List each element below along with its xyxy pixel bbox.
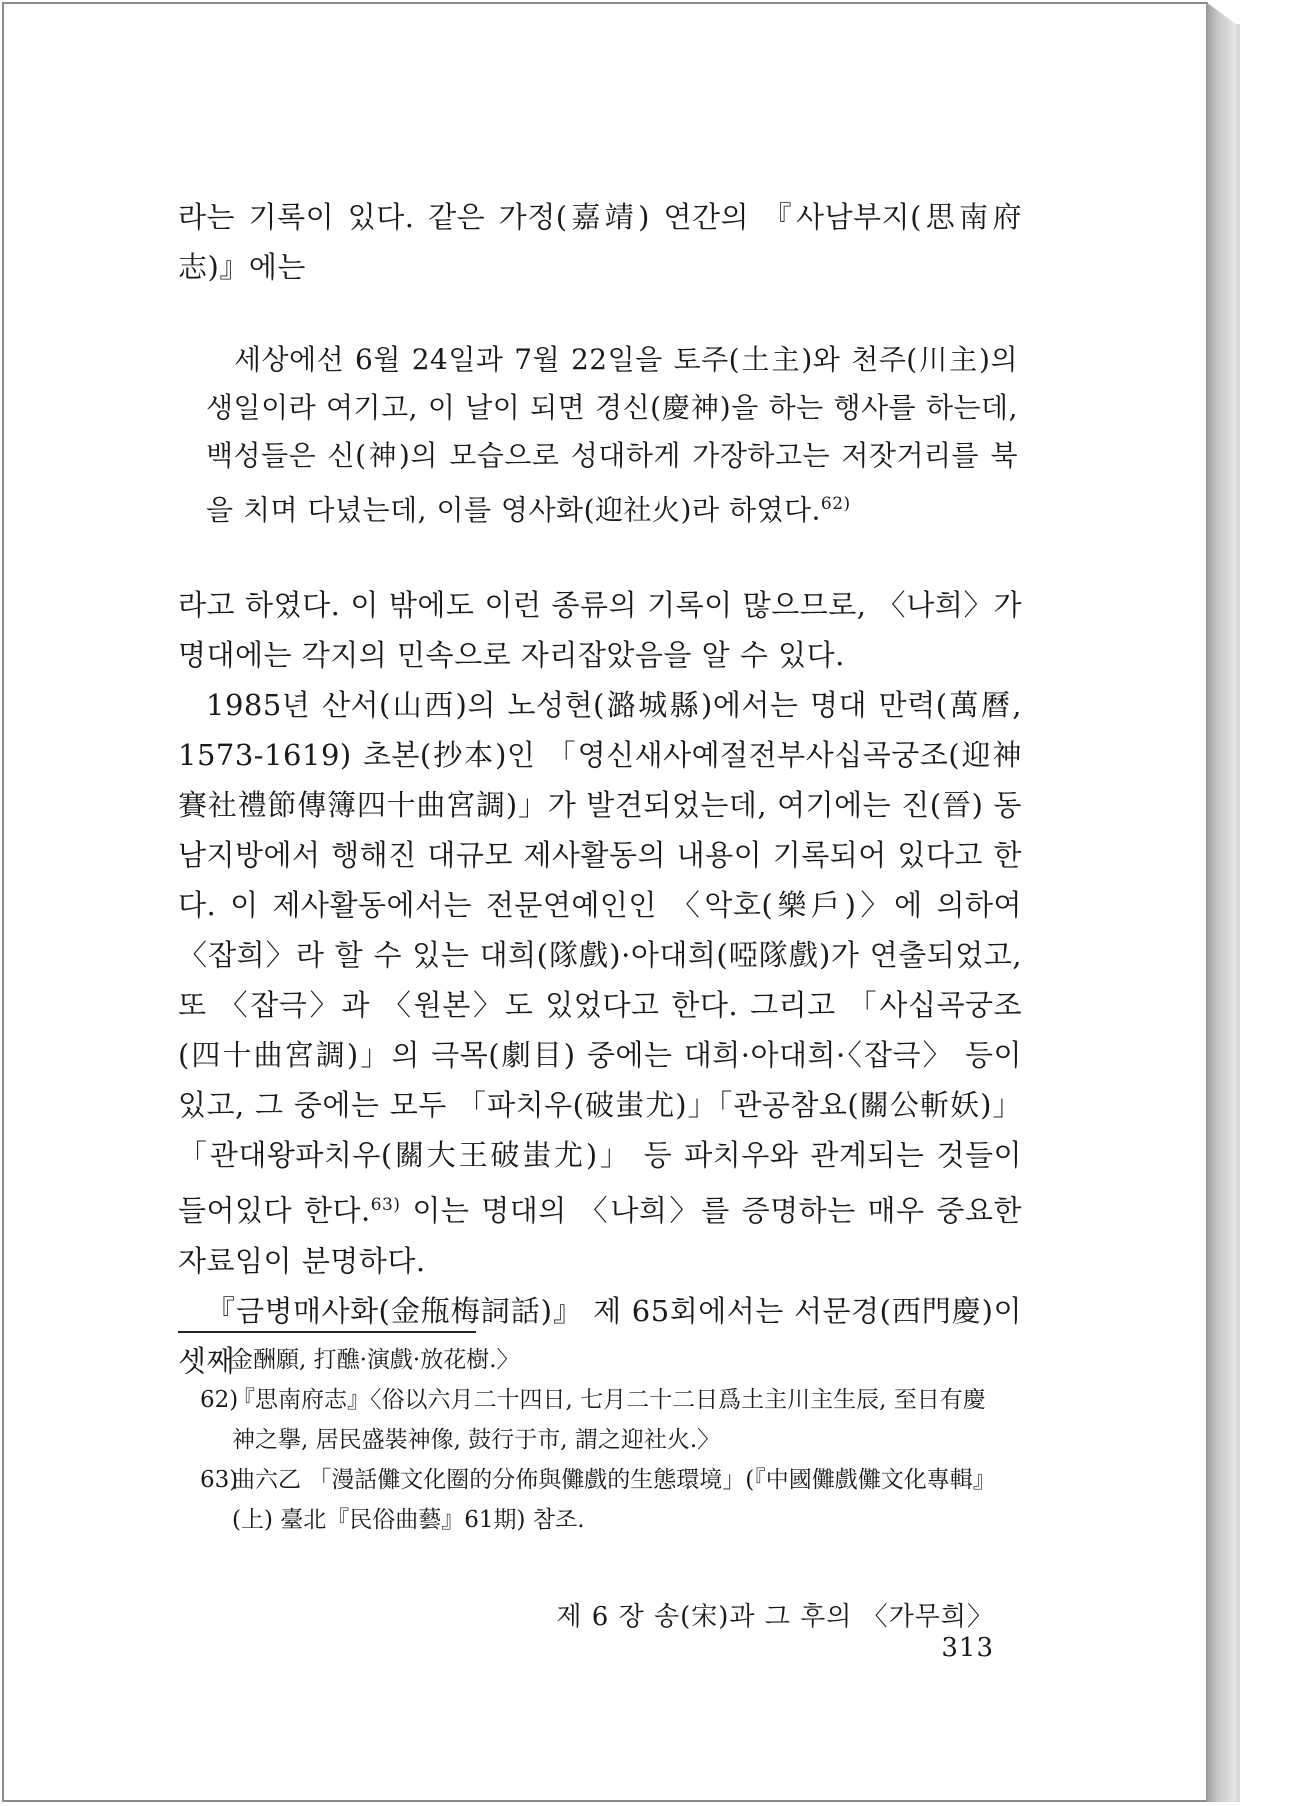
footnote-ref-63: 63) (370, 1195, 401, 1215)
running-footer (514, 1596, 994, 1663)
block-quote (206, 336, 1018, 534)
quote-text: 세상에선 6월 24일과 7월 22일을 토주(土主)와 천주(川主)의 생일이라 여기고, 이 날이 되면 경신(慶神)을 하는 행사를 하는데, 백성들은 신(神)의 모습으로 성대하게 가장하고는 저잣거리를 북을 치며 다녔는데, 이를 영사화(迎社火)라 하였다. (206, 343, 1018, 527)
page-number: 313 (941, 1633, 994, 1663)
footnote-divider (178, 1331, 476, 1333)
footnote-63-number: 63) (200, 1467, 239, 1493)
paragraph-intro: 라는 기록이 있다. 같은 가정(嘉靖) 연간의 『사남부지(思南府志)』에는 (178, 200, 1022, 284)
paragraph-jinpingmei: 『금병매사화(金甁梅詞話)』 제 65회에서는 서문경(西門慶)이 셋째 (178, 1293, 1022, 1378)
page-edge (1236, 24, 1240, 1802)
footnote-62 (200, 1380, 1020, 1460)
paragraph-1985-text: 1985년 산서(山西)의 노성현(潞城縣)에서는 명대 만력(萬曆, 1573-1619) 초본(抄本)인 「영신새사예절전부사십곡궁조(迎神賽社禮節傳簿四十曲宮調)」가 발견되었는데, 여기에는 진(晉) 동남지방에서 행해진 대규모 제사활동의 내용이 기록되어 있다고 한다. 이 제사활동에서는 전문연예인인 〈악호(樂戶)〉에 의하여 〈잡희〉라 할 수 있는 대희(隊戲)·아대희(啞隊戲)가 연출되었고, 또 〈잡극〉과 〈원본〉도 있었다고 한다. 그리고 「사십곡궁조(四十曲宮調)」의 극목(劇目) 중에는 대희·아대희·〈잡극〉 등이 있고, 그 중에는 모두 「파치우(破蚩尤)」「관공참요(關公斬妖)」「관대왕파치우(關大王破蚩尤)」 등 파치우와 관계되는 것들이 들어있다 한다. (178, 688, 1022, 1228)
footnote-continuation: 金酬願, 打醮·演戲·放花樹.〉 (230, 1347, 520, 1373)
footnote-62-line2: 神之擧, 居民盛裝神像, 鼓行于市, 謂之迎社火.〉 (232, 1427, 721, 1453)
footnote-ref-62: 62) (820, 494, 851, 514)
footnote-63-line1: 曲六乙 「漫話儺文化圈的分佈與儺戲的生態環境」(『中國儺戲儺文化專輯』 (232, 1467, 996, 1493)
footnote-63 (200, 1460, 1020, 1540)
footnote-62-number: 62) (200, 1387, 239, 1413)
chapter-title: 제 6 장 송(宋)과 그 후의 〈가무희〉 (556, 1602, 994, 1632)
footnote-63-line2: (上) 臺北『民俗曲藝』61期) 참조. (232, 1507, 585, 1533)
paragraph-1985 (178, 680, 1022, 1286)
paragraph-conclusion: 라고 하였다. 이 밖에도 이런 종류의 기록이 많으므로, 〈나희〉가 명대에는 각지의 민속으로 자리잡았음을 알 수 있다. (178, 588, 1022, 672)
paragraph-1985-tail: 이는 명대의 〈나희〉를 증명하는 매우 중요한 자료임이 분명하다. (178, 1193, 1022, 1278)
main-text (178, 580, 1022, 1386)
book-page (2, 2, 1208, 1802)
footnote-62-line1: 『思南府志』〈俗以六月二十四日, 七月二十二日爲土主川主生辰, 至日有慶 (232, 1387, 986, 1413)
page-curl-shadow (1206, 2, 1236, 1802)
